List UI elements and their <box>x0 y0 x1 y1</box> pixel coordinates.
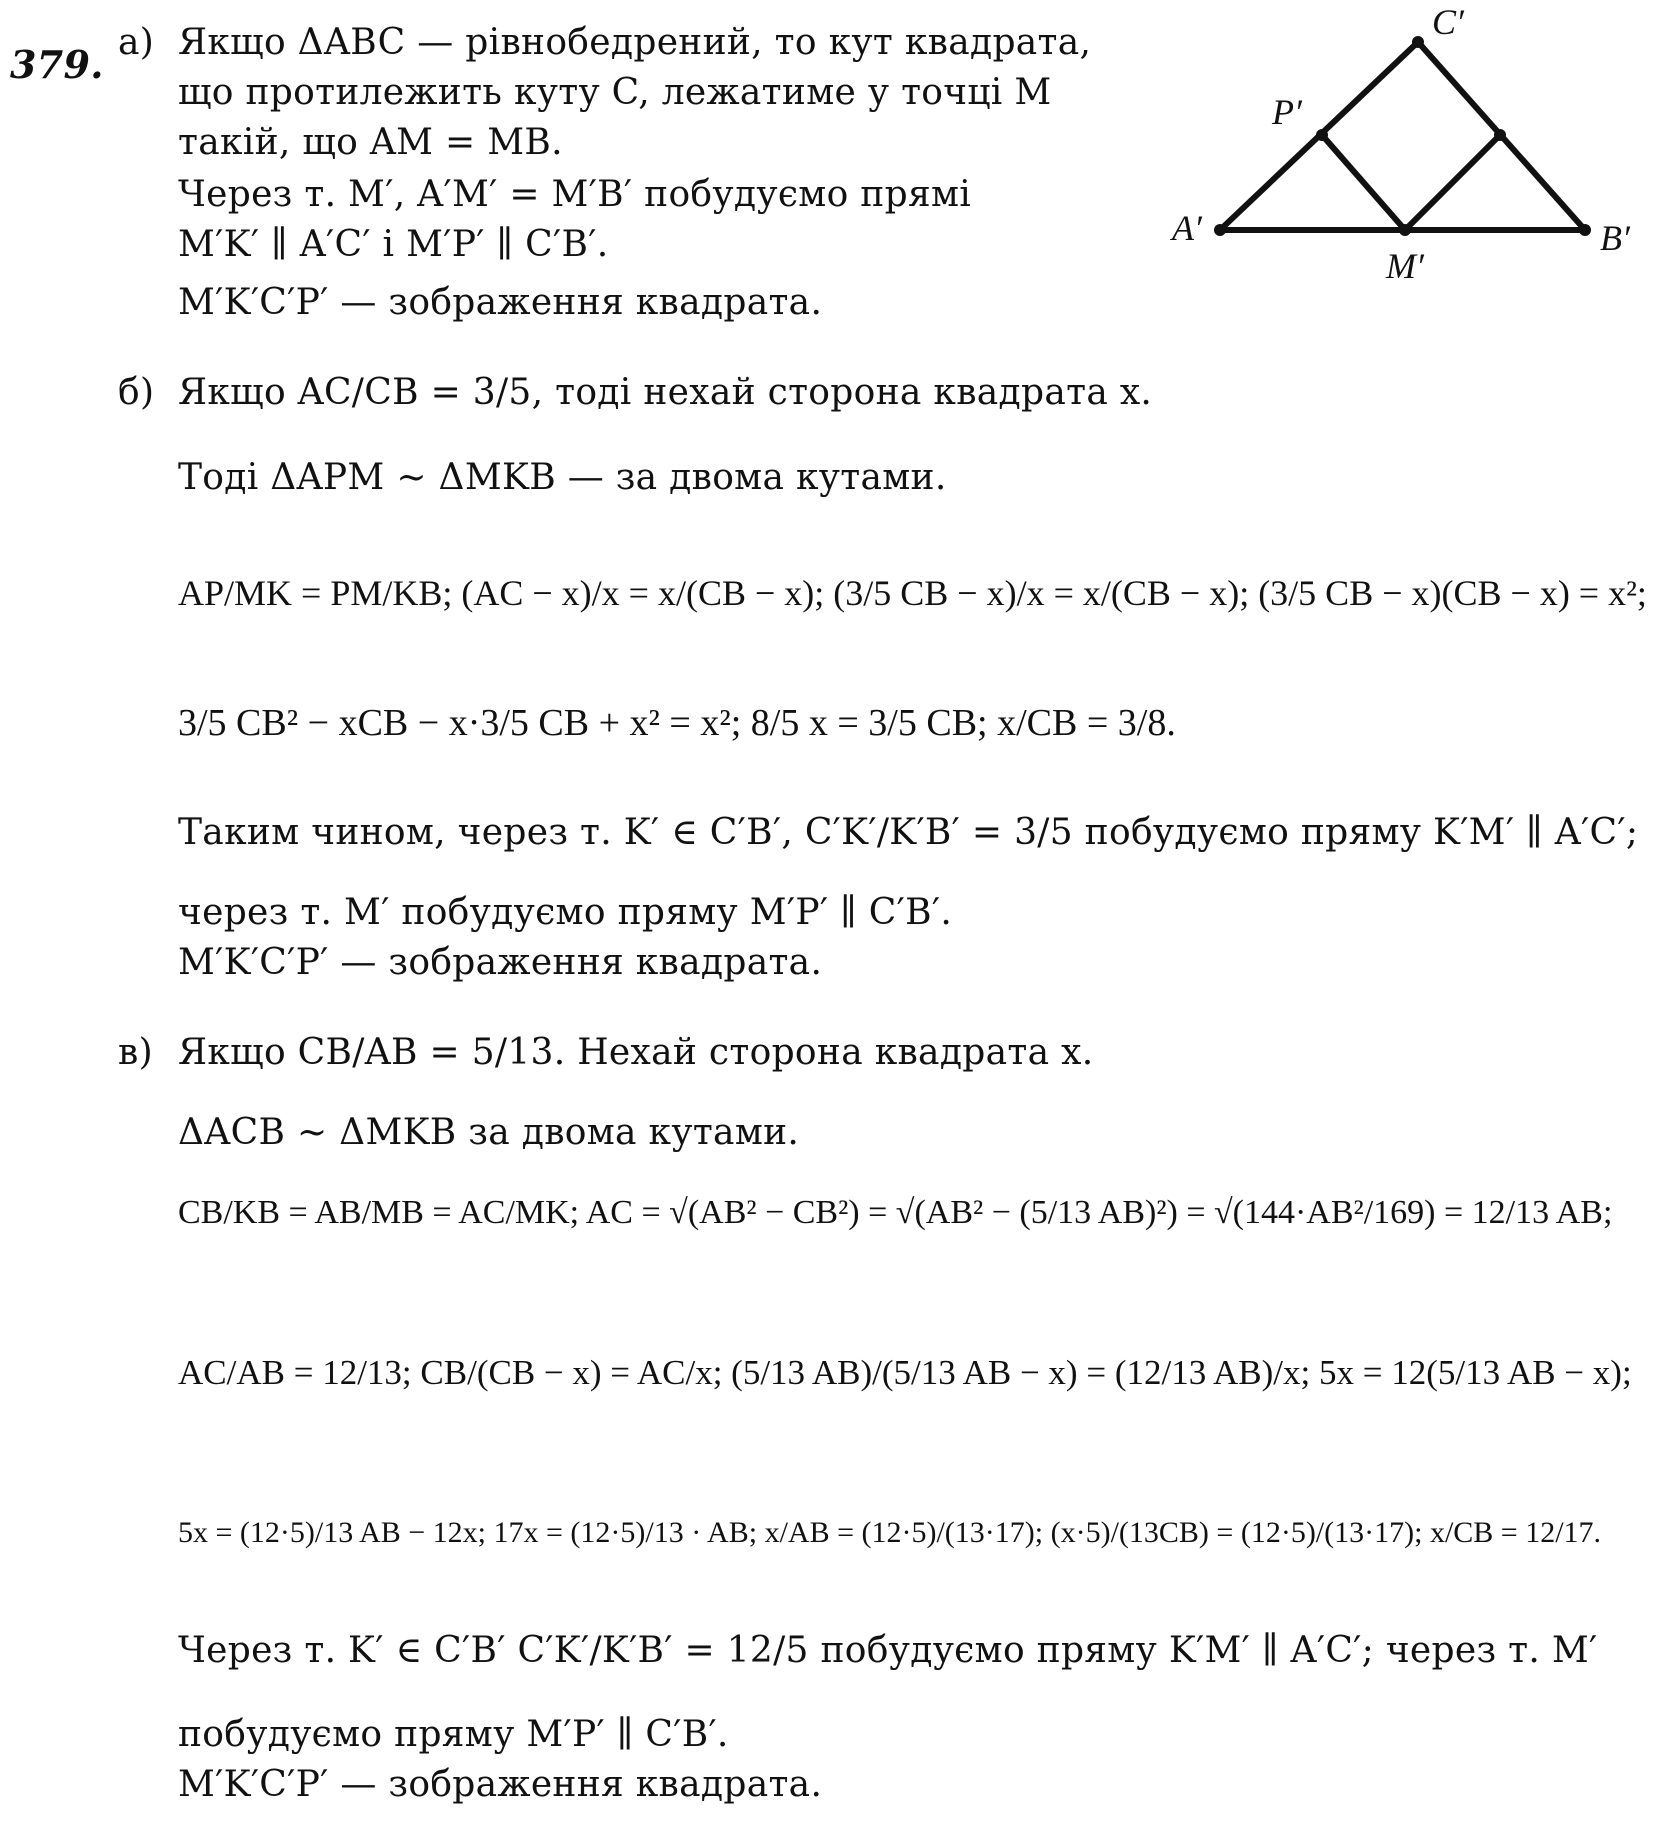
point-p <box>1316 129 1328 141</box>
triangle-svg <box>1150 0 1650 290</box>
part-b-equation-1: AP/MK = PM/KB; (AC − x)/x = x/(CB − x); (3/5 CB − x)/x = x/(CB − x); (3/5 CB − x)(CB − x) = x²; <box>178 573 1647 613</box>
segment-mk <box>1405 135 1500 230</box>
part-c-conclusion-1: Через т. K′ ∈ C′B′ C′K′/K′B′ = 12/5 побудуємо пряму K′M′ ∥ A′C′; через т. M′ <box>178 1630 1598 1671</box>
part-a-line-5: M′K′ ∥ A′C′ і M′P′ ∥ C′B′. <box>178 224 609 265</box>
label-p: P′ <box>1272 92 1302 132</box>
vertex-a <box>1214 224 1226 236</box>
segment-pm <box>1322 135 1405 230</box>
label-m: M′ <box>1386 246 1424 286</box>
label-b: B′ <box>1600 218 1630 258</box>
part-b-conclusion-2: через т. M′ побудуємо пряму M′P′ ∥ C′B′. <box>178 892 953 933</box>
vertex-c <box>1412 36 1424 48</box>
part-c-conclusion-2: побудуємо пряму M′P′ ∥ C′B′. <box>178 1714 729 1755</box>
part-b-intro: Якщо AC/CB = 3/5, тоді нехай сторона квадрата x. <box>178 372 1153 413</box>
part-b-equation-2: 3/5 CB² − xCB − x·3/5 CB + x² = x²; 8/5 x = 3/5 CB; x/CB = 3/8. <box>178 702 1176 744</box>
part-b-conclusion-1: Таким чином, через т. K′ ∈ C′B′, C′K′/K′B′ = 3/5 побудуємо пряму K′M′ ∥ A′C′; <box>178 812 1639 853</box>
part-c-equation-3: 5x = (12·5)/13 AB − 12x; 17x = (12·5)/13 · AB; x/AB = (12·5)/(13·17); (x·5)/(13CB) = (12·5)/(13·17); x/CB = 12/17. <box>178 1516 1602 1549</box>
part-c-intro: Якщо CB/AB = 5/13. Нехай сторона квадрата x. <box>178 1032 1094 1073</box>
part-c-equation-1: CB/KB = AB/MB = AC/MK; AC = √(AB² − CB²) = √(AB² − (5/13 AB)²) = √(144·AB²/169) = 12/13 AB; <box>178 1194 1613 1231</box>
point-k <box>1494 129 1506 141</box>
part-c-marker: в) <box>118 1032 153 1073</box>
part-c-equation-2: AC/AB = 12/13; CB/(CB − x) = AC/x; (5/13 AB)/(5/13 AB − x) = (12/13 AB)/x; 5x = 12(5/13 AB − x); <box>178 1353 1632 1392</box>
part-b-conclusion-3: M′K′C′P′ — зображення квадрата. <box>178 942 823 983</box>
part-a-line-2: що протилежить куту C, лежатиме у точці M <box>178 72 1052 113</box>
problem-number: 379. <box>10 42 104 87</box>
part-b-similarity: Тоді ΔAPM ~ ΔMKB — за двома кутами. <box>178 457 947 498</box>
part-a-line-1: Якщо ΔABC — рівнобедрений, то кут квадрата, <box>178 22 1092 63</box>
label-a: A′ <box>1172 208 1202 248</box>
label-c: C′ <box>1432 2 1464 42</box>
part-a-line-3: такій, що AM = MB. <box>178 122 563 163</box>
part-c-similarity: ΔACB ~ ΔMKB за двома кутами. <box>178 1112 800 1153</box>
point-m <box>1399 224 1411 236</box>
part-a-line-4: Через т. M′, A′M′ = M′B′ побудуємо прямі <box>178 174 972 215</box>
part-c-conclusion-3: M′K′C′P′ — зображення квадрата. <box>178 1764 823 1805</box>
vertex-b <box>1579 224 1591 236</box>
part-a-marker: а) <box>118 22 155 63</box>
triangle-diagram <box>1150 0 1650 290</box>
part-b-marker: б) <box>118 372 155 413</box>
part-a-line-6: M′K′C′P′ — зображення квадрата. <box>178 282 823 323</box>
